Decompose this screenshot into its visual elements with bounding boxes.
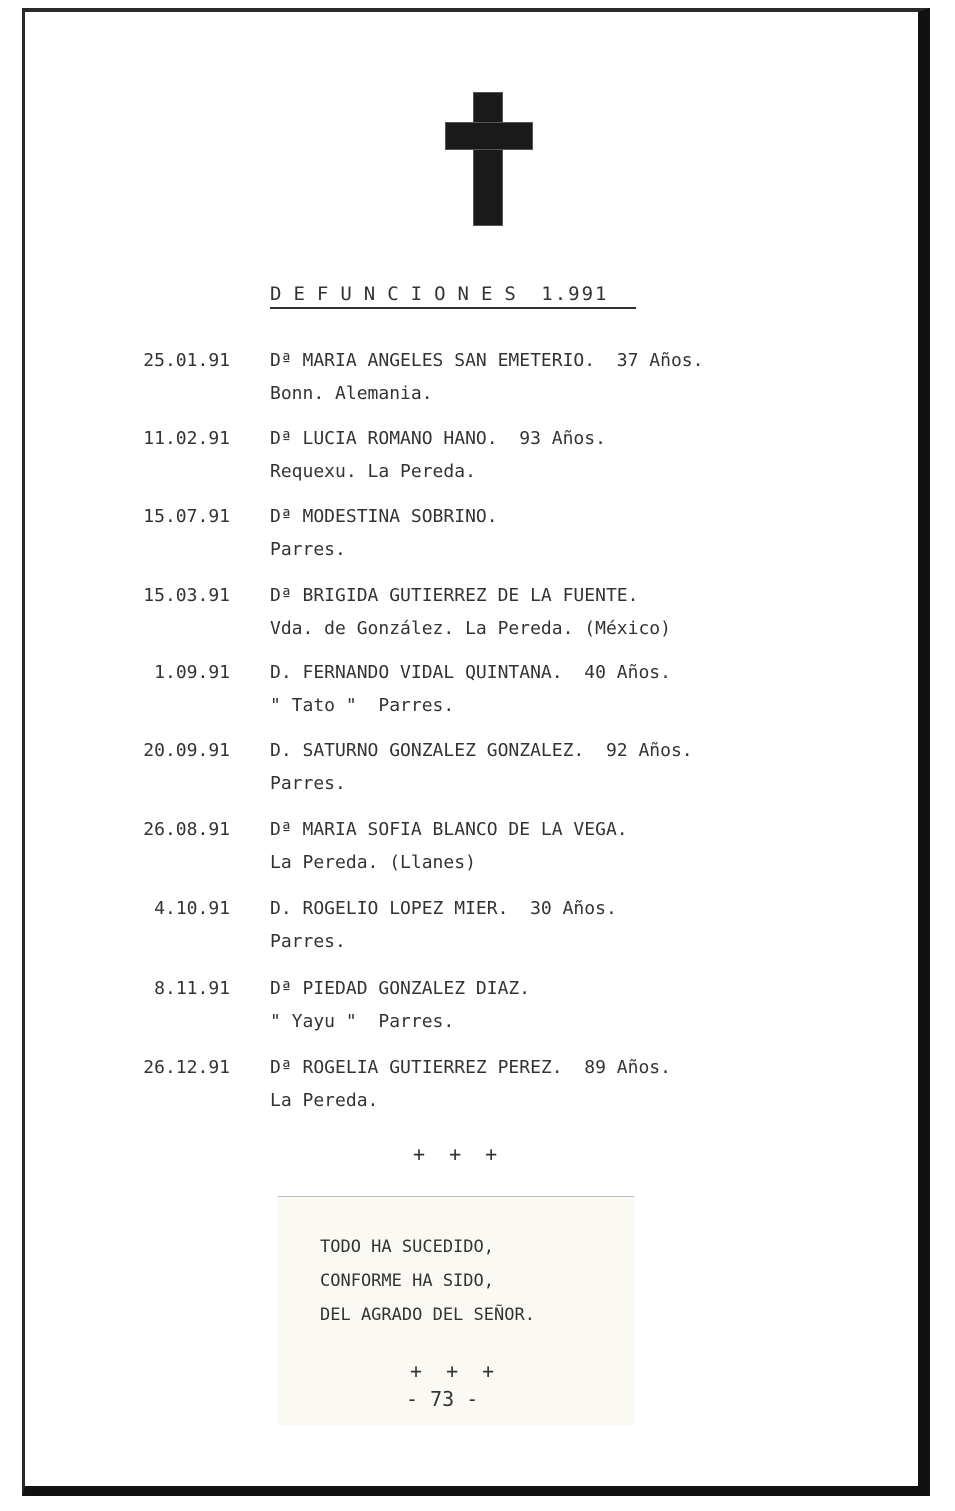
- entry-place: Parres.: [270, 931, 346, 952]
- page-number: - 73 -: [406, 1387, 479, 1411]
- entry-place: Parres.: [270, 539, 346, 560]
- entry-date: 15.07.91: [143, 506, 230, 527]
- note-line: DEL AGRADO DEL SEÑOR.: [320, 1305, 535, 1325]
- list-item: [0, 585, 955, 655]
- entry-date: 25.01.91: [143, 350, 230, 371]
- list-item: [0, 819, 955, 889]
- entry-place: La Pereda. (Llanes): [270, 852, 476, 873]
- title-word: DEFUNCIONES: [270, 283, 528, 305]
- list-item: [0, 898, 955, 968]
- entry-name: Dª ROGELIA GUTIERREZ PEREZ. 89 Años.: [270, 1057, 671, 1078]
- list-item: [0, 740, 955, 810]
- entry-place: Bonn. Alemania.: [270, 383, 433, 404]
- note-line: CONFORME HA SIDO,: [320, 1271, 494, 1291]
- entry-name: Dª MARIA ANGELES SAN EMETERIO. 37 Años.: [270, 350, 704, 371]
- entry-place: Requexu. La Pereda.: [270, 461, 476, 482]
- entry-place: " Yayu " Parres.: [270, 1011, 455, 1032]
- entry-place: La Pereda.: [270, 1090, 379, 1111]
- entry-date: 26.12.91: [143, 1057, 230, 1078]
- section-separator: + + +: [413, 1142, 504, 1166]
- entry-place: Parres.: [270, 773, 346, 794]
- entry-date: 1.09.91: [154, 662, 230, 683]
- cross-icon: [445, 92, 533, 226]
- entry-name: Dª BRIGIDA GUTIERREZ DE LA FUENTE.: [270, 585, 639, 606]
- entry-date: 11.02.91: [143, 428, 230, 449]
- entry-name: D. SATURNO GONZALEZ GONZALEZ. 92 Años.: [270, 740, 693, 761]
- list-item: [0, 662, 955, 732]
- closing-note: [278, 1196, 634, 1425]
- entry-name: Dª LUCIA ROMANO HANO. 93 Años.: [270, 428, 606, 449]
- entry-date: 4.10.91: [154, 898, 230, 919]
- list-item: [0, 506, 955, 576]
- page-title: [270, 283, 636, 309]
- entry-date: 15.03.91: [143, 585, 230, 606]
- entry-name: Dª MARIA SOFIA BLANCO DE LA VEGA.: [270, 819, 628, 840]
- list-item: [0, 428, 955, 498]
- entry-date: 8.11.91: [154, 978, 230, 999]
- entry-name: D. FERNANDO VIDAL QUINTANA. 40 Años.: [270, 662, 671, 683]
- entry-name: D. ROGELIO LOPEZ MIER. 30 Años.: [270, 898, 617, 919]
- note-line: TODO HA SUCEDIDO,: [320, 1237, 494, 1257]
- entry-date: 26.08.91: [143, 819, 230, 840]
- list-item: [0, 1057, 955, 1127]
- entry-name: Dª PIEDAD GONZALEZ DIAZ.: [270, 978, 531, 999]
- list-item: [0, 978, 955, 1048]
- entry-date: 20.09.91: [143, 740, 230, 761]
- note-separator: + + +: [410, 1359, 501, 1383]
- entry-place: " Tato " Parres.: [270, 695, 455, 716]
- list-item: [0, 350, 955, 420]
- title-year: 1.991: [541, 283, 609, 305]
- entry-name: Dª MODESTINA SOBRINO.: [270, 506, 498, 527]
- entry-place: Vda. de González. La Pereda. (México): [270, 618, 671, 639]
